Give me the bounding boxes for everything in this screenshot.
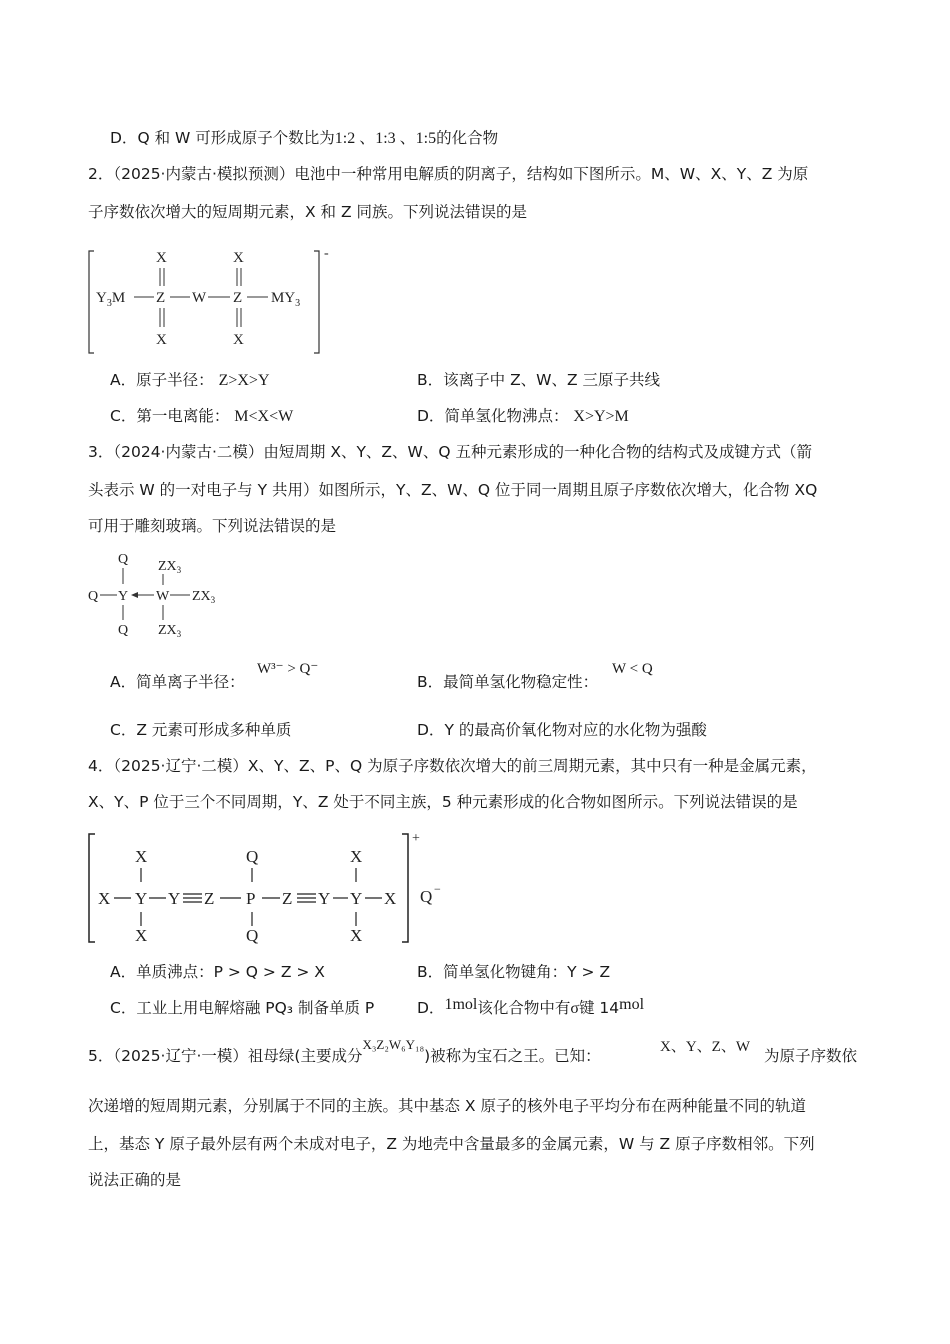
option-letter: C． xyxy=(110,721,137,739)
q3-stem-line2: 头表示 W 的一对电子与 Y 共用）如图所示，Y、Z、W、Q 位于同一周期且原子序数依次增大，化合物 XQ xyxy=(88,481,818,499)
option-text: 该化合物中有 xyxy=(477,999,571,1017)
svg-text:Z: Z xyxy=(282,889,293,908)
atom-x-bottom-right: X xyxy=(233,332,244,348)
group-my3: $MY_3$ xyxy=(271,290,301,309)
option-letter: A． xyxy=(110,963,137,981)
option-letter: A． xyxy=(110,673,137,691)
svg-text:X: X xyxy=(98,889,111,908)
option-letter: B． xyxy=(417,963,444,981)
ratio-math: 1:2 、1:3 、1:5 xyxy=(334,130,437,147)
option-letter: D． xyxy=(417,407,445,425)
svg-text:Z: Z xyxy=(204,889,215,908)
atom-x-top-right: X xyxy=(233,250,244,266)
q3-option-a-math: W³⁻ > Q⁻ xyxy=(257,661,319,677)
option-text: 键 14 xyxy=(578,999,620,1017)
q2-option-c xyxy=(110,405,293,428)
svg-text:ZX3: $ZX_3$ xyxy=(158,623,182,639)
option-text: 第一电离能： xyxy=(136,407,230,425)
option-text: 单质沸点：P > Q > Z > X xyxy=(136,963,325,981)
option-letter: B． xyxy=(417,673,444,691)
svg-text:Y: Y xyxy=(318,889,331,908)
svg-text:X: X xyxy=(384,889,397,908)
q3-stem-line1: 3．（2024·内蒙古·二模）由短周期 X、Y、Z、W、Q 五种元素形成的一种化合物的结构式及成键方式（箭 xyxy=(88,443,812,461)
option-text: 简单离子半径： xyxy=(136,673,245,691)
option-text: 该离子中 Z、W、Z 三原子共线 xyxy=(443,371,661,389)
option-math: Z>X>Y xyxy=(218,372,270,389)
option-text: 简单氢化物键角：Y > Z xyxy=(443,963,611,981)
svg-text:X: X xyxy=(350,847,363,866)
option-letter: D． xyxy=(110,129,138,147)
svg-text:Q: Q xyxy=(118,623,129,638)
q3-option-c xyxy=(110,719,291,741)
q3-option-d xyxy=(417,719,707,741)
q3-stem-line3: 可用于雕刻玻璃。下列说法错误的是 xyxy=(88,517,337,535)
q1-option-d xyxy=(110,127,498,150)
mol-unit: mol xyxy=(619,996,645,1013)
q3-option-b-math: W < Q xyxy=(612,661,653,677)
q5-stem-line3: 上，基态 Y 原子最外层有两个未成对电子，Z 为地壳中含量最多的金属元素，W 与 Z 原子序数相邻。下列 xyxy=(88,1135,815,1153)
q5-stem-line2: 次递增的短周期元素，分别属于不同的主族。其中基态 X 原子的核外电子平均分布在两种能量不同的轨道 xyxy=(88,1097,806,1115)
q4-structure-diagram xyxy=(86,826,466,946)
atom-z-left: Z xyxy=(156,290,166,306)
q4-option-c xyxy=(110,997,374,1019)
option-text: 最简单氢化物稳定性： xyxy=(443,673,599,691)
svg-text:+: + xyxy=(412,831,420,846)
option-letter: D． xyxy=(417,721,445,739)
atom-z-right: Z xyxy=(233,290,243,306)
option-text: 简单氢化物沸点： xyxy=(444,407,569,425)
sigma-math: σ xyxy=(570,1000,579,1017)
svg-text:ZX3: $ZX_3$ xyxy=(158,559,182,575)
stem-text: 5．（2025·辽宁·一模）祖母绿(主要成分 xyxy=(88,1047,363,1065)
group-y3m: $Y_3M$ xyxy=(96,290,126,309)
q4-option-d xyxy=(417,997,644,1020)
option-text: 原子半径： xyxy=(136,371,214,389)
svg-text:−: − xyxy=(434,882,441,896)
q2-option-a xyxy=(110,369,270,392)
q3-option-a xyxy=(110,671,245,693)
svg-text:W: W xyxy=(156,589,170,604)
atom-x-top-left: X xyxy=(156,250,167,266)
option-letter: B． xyxy=(417,371,444,389)
stem-text: )被称为宝石之王。已知： xyxy=(424,1047,601,1065)
option-math: X>Y>M xyxy=(573,408,629,425)
option-text: Z 元素可形成多种单质 xyxy=(136,721,292,739)
formula-math: X₃Z₂W₆Y₁₈ xyxy=(362,1037,425,1052)
option-math: M<X<W xyxy=(234,408,294,425)
option-text: Q 和 W 可形成原子个数比为 xyxy=(137,129,335,147)
q4-stem-line2: X、Y、P 位于三个不同周期，Y、Z 处于不同主族，5 种元素形成的化合物如图所示。下列说法错误的是 xyxy=(88,793,798,811)
mol-math: 1mol xyxy=(444,996,478,1013)
atom-x-bottom-left: X xyxy=(156,332,167,348)
svg-text:Q: Q xyxy=(246,847,259,866)
option-text: 工业上用电解熔融 PQ₃ 制备单质 P xyxy=(136,999,375,1017)
q2-structure-diagram xyxy=(86,243,346,363)
option-text-end: 的化合物 xyxy=(436,129,499,147)
q5-stem-line1-end: 为原子序数依 xyxy=(764,1047,858,1065)
option-text: Y 的最高价氧化物对应的水化物为强酸 xyxy=(444,721,707,739)
atom-w: W xyxy=(192,290,207,306)
q2-option-b xyxy=(417,369,660,391)
option-letter: C． xyxy=(110,407,137,425)
svg-text:Y: Y xyxy=(350,889,363,908)
option-letter: A． xyxy=(110,371,137,389)
q3-option-b xyxy=(417,671,598,693)
q2-stem-line1: 2．（2025·内蒙古·模拟预测）电池中一种常用电解质的阴离子，结构如下图所示。M、W、X、Y、Z 为原 xyxy=(88,165,809,183)
q2-option-d xyxy=(417,405,629,428)
option-letter: C． xyxy=(110,999,137,1017)
svg-text:Y: Y xyxy=(118,589,129,604)
q3-structure-diagram xyxy=(86,548,246,643)
q5-elements: X、Y、Z、W xyxy=(660,1039,750,1055)
q5-stem-line4: 说法正确的是 xyxy=(88,1171,182,1189)
svg-text:X: X xyxy=(350,926,363,945)
q5-stem-line1 xyxy=(88,1037,601,1068)
svg-text:Y: Y xyxy=(135,889,148,908)
svg-text:X: X xyxy=(135,847,148,866)
svg-text:X: X xyxy=(135,926,148,945)
q4-option-b xyxy=(417,961,610,983)
q2-stem-line2: 子序数依次增大的短周期元素，X 和 Z 同族。下列说法错误的是 xyxy=(88,203,528,221)
svg-text:P: P xyxy=(246,889,256,908)
svg-text:Q: Q xyxy=(118,552,129,567)
svg-text:Q: Q xyxy=(88,589,99,604)
svg-text:Q: Q xyxy=(246,926,259,945)
svg-text:Y: Y xyxy=(168,889,181,908)
svg-text:Q: Q xyxy=(420,887,433,906)
option-letter: D． xyxy=(417,999,445,1017)
svg-text:ZX3: $ZX_3$ xyxy=(192,589,216,605)
q4-stem-line1: 4．（2025·辽宁·二模）X、Y、Z、P、Q 为原子序数依次增大的前三周期元素，其中只有一种是金属元素， xyxy=(88,757,817,775)
q4-option-a xyxy=(110,961,325,983)
charge-label: - xyxy=(324,246,329,261)
